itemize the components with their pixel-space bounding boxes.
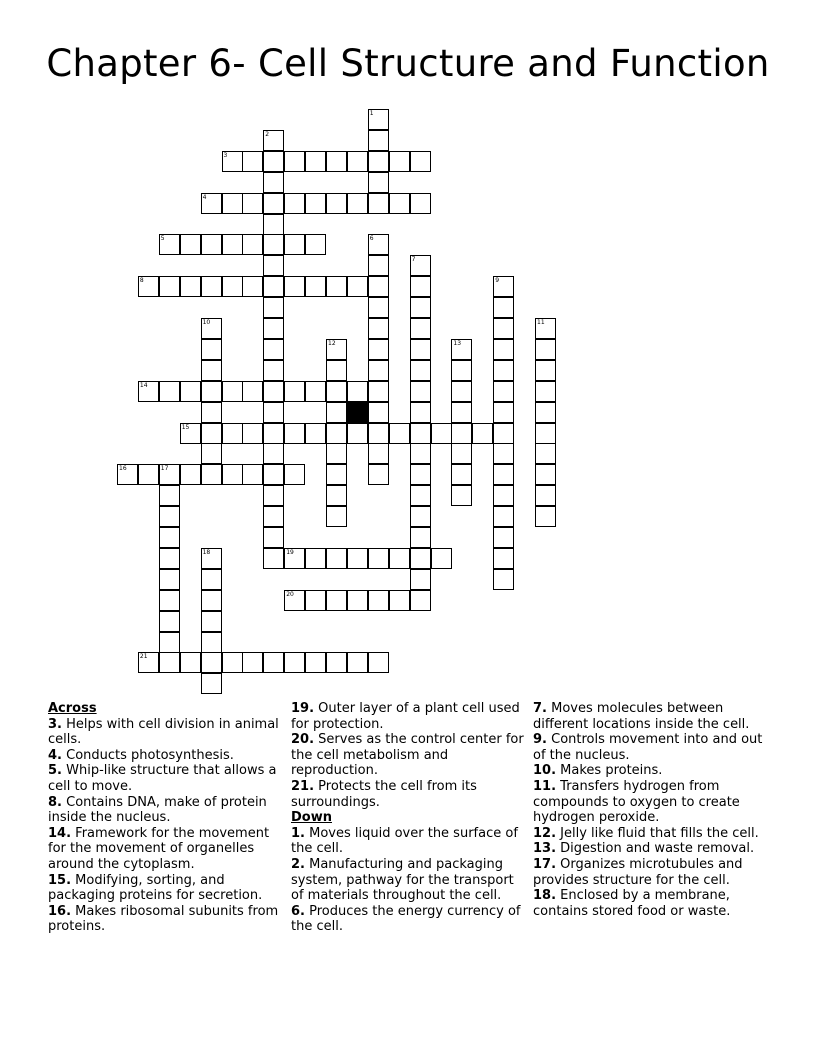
clue-text: Whip-like structure that allows a cell to move. [48,763,277,794]
grid-cell[interactable] [284,548,305,569]
clue-text: Contains DNA, make of protein inside the nucleus. [48,794,267,826]
grid-cell[interactable] [263,652,284,673]
down-clues-part-1 [291,826,527,935]
grid-cell[interactable] [284,234,305,255]
grid-cell[interactable] [535,423,556,444]
grid-cell[interactable] [159,632,180,653]
grid-cell[interactable] [326,464,347,485]
grid-cell[interactable] [284,590,305,611]
cell-number: 13 [453,339,462,347]
cell-number: 9 [495,277,500,285]
down-heading: Down [291,810,332,826]
grid-cell[interactable] [535,381,556,402]
clue-number: 4. [48,747,62,763]
grid-cell[interactable] [263,172,284,193]
grid-cell[interactable] [284,652,305,673]
grid-cell[interactable] [451,485,472,506]
grid-cell[interactable] [305,381,326,402]
grid-cell[interactable] [493,360,514,381]
grid-cell[interactable] [326,590,347,611]
grid-cell[interactable] [410,339,431,360]
cell-number: 14 [139,381,148,389]
cell-number: 4 [202,193,207,201]
across-clue [48,763,280,794]
grid-cell[interactable] [347,151,368,172]
grid-cell[interactable] [159,234,180,255]
grid-cell[interactable] [410,443,431,464]
grid-cell[interactable] [138,464,159,485]
grid-cell[interactable] [201,318,222,339]
grid-cell[interactable] [201,276,222,297]
grid-cell[interactable] [242,423,263,444]
grid-cell[interactable] [222,381,243,402]
grid-cell[interactable] [368,443,389,464]
grid-cell[interactable] [180,276,201,297]
grid-cell[interactable] [222,464,243,485]
across-clue [48,904,280,935]
clue-text: Digestion and waste removal. [556,841,755,857]
grid-cell[interactable] [263,548,284,569]
grid-cell[interactable] [410,151,431,172]
clue-text: Moves liquid over the surface of the cell. [291,825,518,857]
grid-cell[interactable] [410,506,431,527]
grid-cell[interactable] [535,360,556,381]
grid-cell[interactable] [305,548,326,569]
grid-cell[interactable] [368,423,389,444]
clue-number: 17. [533,856,557,872]
across-clues-part-2 [291,701,527,810]
clue-number: 19. [291,701,315,716]
grid-cell[interactable] [263,214,284,235]
clue-text: Outer layer of a plant cell used for protection. [291,701,520,732]
grid-cell[interactable] [263,485,284,506]
across-clue [291,732,527,779]
grid-cell[interactable] [410,318,431,339]
grid-cell[interactable] [180,423,201,444]
clue-number: 16. [48,903,72,919]
grid-cell[interactable] [389,151,410,172]
grid-cell[interactable] [368,318,389,339]
clue-number: 21. [291,778,315,794]
grid-cell[interactable] [201,464,222,485]
grid-cell[interactable] [305,151,326,172]
blocked-cell [347,402,368,423]
grid-cell[interactable] [410,590,431,611]
grid-cell[interactable] [410,485,431,506]
grid-cell[interactable] [493,569,514,590]
cell-number: 18 [202,548,211,556]
grid-cell[interactable] [410,276,431,297]
grid-cell[interactable] [159,485,180,506]
across-heading: Across [48,701,97,716]
down-clue [533,779,773,826]
grid-cell[interactable] [451,381,472,402]
clue-number: 11. [533,778,557,794]
grid-cell[interactable] [410,360,431,381]
grid-cell[interactable] [263,151,284,172]
clue-text: Enclosed by a membrane, contains stored food or waste. [533,888,731,919]
down-clue [533,888,773,919]
grid-cell[interactable] [493,527,514,548]
grid-cell[interactable] [368,590,389,611]
clue-column-2 [291,701,527,935]
grid-cell[interactable] [347,381,368,402]
grid-cell[interactable] [305,276,326,297]
grid-cell[interactable] [305,590,326,611]
across-clue [48,748,280,764]
grid-cell[interactable] [201,339,222,360]
clue-text: Modifying, sorting, and packaging proteins for secretion. [48,872,263,904]
across-clue [48,873,280,904]
grid-cell[interactable] [159,381,180,402]
grid-cell[interactable] [263,423,284,444]
grid-cell[interactable] [368,130,389,151]
grid-cell[interactable] [431,548,452,569]
grid-cell[interactable] [368,151,389,172]
grid-cell[interactable] [368,172,389,193]
grid-cell[interactable] [201,423,222,444]
grid-cell[interactable] [159,652,180,673]
grid-cell[interactable] [347,590,368,611]
down-clue [533,732,773,763]
across-clue [48,717,280,748]
grid-cell[interactable] [326,548,347,569]
grid-cell[interactable] [535,402,556,423]
grid-cell[interactable] [326,360,347,381]
clue-number: 10. [533,763,557,779]
grid-cell[interactable] [242,276,263,297]
grid-cell[interactable] [431,423,452,444]
clue-number: 8. [48,794,62,810]
grid-cell[interactable] [368,652,389,673]
grid-cell[interactable] [410,297,431,318]
grid-cell[interactable] [138,652,159,673]
clue-number: 15. [48,872,72,888]
puzzle-title: Chapter 6- Cell Structure and Function [46,42,770,85]
grid-cell[interactable] [263,130,284,151]
grid-cell[interactable] [242,193,263,214]
down-clue [291,826,527,857]
across-clue [48,795,280,826]
grid-cell[interactable] [159,548,180,569]
grid-cell[interactable] [159,506,180,527]
grid-cell[interactable] [263,360,284,381]
grid-cell[interactable] [368,402,389,423]
clue-text: Helps with cell division in animal cells. [48,716,279,748]
grid-cell[interactable] [222,652,243,673]
grid-cell[interactable] [347,276,368,297]
grid-cell[interactable] [410,402,431,423]
grid-cell[interactable] [263,464,284,485]
clue-number: 9. [533,732,547,748]
clue-number: 7. [533,701,547,716]
clue-text: Protects the cell from its surroundings. [291,778,477,810]
grid-cell[interactable] [347,652,368,673]
grid-cell[interactable] [180,381,201,402]
grid-cell[interactable] [201,569,222,590]
grid-cell[interactable] [326,402,347,423]
grid-cell[interactable] [284,193,305,214]
grid-cell[interactable] [410,527,431,548]
cell-number: 2 [265,130,270,138]
grid-cell[interactable] [326,193,347,214]
grid-cell[interactable] [263,381,284,402]
grid-cell[interactable] [493,381,514,402]
grid-cell[interactable] [263,276,284,297]
clue-column-1 [48,701,280,935]
grid-cell[interactable] [201,234,222,255]
grid-cell[interactable] [159,611,180,632]
grid-cell[interactable] [493,339,514,360]
clue-number: 5. [48,763,62,779]
grid-cell[interactable] [326,652,347,673]
grid-cell[interactable] [138,276,159,297]
grid-cell[interactable] [180,652,201,673]
grid-cell[interactable] [368,360,389,381]
grid-cell[interactable] [242,464,263,485]
grid-cell[interactable] [222,276,243,297]
grid-cell[interactable] [159,276,180,297]
cell-number: 8 [139,277,144,285]
grid-cell[interactable] [535,318,556,339]
down-clue [533,826,773,842]
grid-cell[interactable] [368,464,389,485]
grid-cell[interactable] [305,193,326,214]
grid-cell[interactable] [410,381,431,402]
clue-text: Manufacturing and packaging system, pathway for the transport of materials throughout the cell. [291,856,514,904]
grid-cell[interactable] [242,234,263,255]
across-clue [291,779,527,810]
grid-cell[interactable] [326,443,347,464]
grid-cell[interactable] [326,151,347,172]
grid-cell[interactable] [201,360,222,381]
grid-cell[interactable] [201,590,222,611]
grid-cell[interactable] [451,339,472,360]
clue-number: 1. [291,825,305,841]
grid-cell[interactable] [201,193,222,214]
down-clue [291,857,527,904]
grid-cell[interactable] [201,443,222,464]
grid-cell[interactable] [472,423,493,444]
grid-cell[interactable] [451,360,472,381]
grid-cell[interactable] [493,548,514,569]
grid-cell[interactable] [493,297,514,318]
clue-text: Framework for the movement for the movement of organelles around the cytoplasm. [48,825,270,872]
cell-number: 17 [160,465,169,473]
grid-cell[interactable] [138,381,159,402]
clue-text: Makes proteins. [556,763,663,779]
grid-cell[interactable] [368,234,389,255]
grid-cell[interactable] [284,151,305,172]
grid-cell[interactable] [368,255,389,276]
grid-cell[interactable] [326,381,347,402]
grid-cell[interactable] [159,464,180,485]
cell-number: 7 [411,256,416,264]
grid-cell[interactable] [410,193,431,214]
grid-cell[interactable] [535,506,556,527]
grid-cell[interactable] [222,151,243,172]
grid-cell[interactable] [451,402,472,423]
cell-number: 19 [286,548,294,556]
grid-cell[interactable] [284,276,305,297]
grid-cell[interactable] [347,548,368,569]
grid-cell[interactable] [284,423,305,444]
grid-cell[interactable] [326,423,347,444]
grid-cell[interactable] [493,318,514,339]
grid-cell[interactable] [326,339,347,360]
grid-cell[interactable] [493,276,514,297]
grid-cell[interactable] [263,506,284,527]
grid-cell[interactable] [535,464,556,485]
grid-cell[interactable] [410,569,431,590]
cell-number: 5 [160,235,165,243]
grid-cell[interactable] [180,234,201,255]
grid-cell[interactable] [263,255,284,276]
grid-cell[interactable] [389,193,410,214]
clue-column-3 [533,701,773,919]
grid-cell[interactable] [389,590,410,611]
grid-cell[interactable] [263,297,284,318]
grid-cell[interactable] [305,423,326,444]
grid-cell[interactable] [284,381,305,402]
grid-cell[interactable] [535,339,556,360]
clue-text: Conducts photosynthesis. [61,747,234,763]
clue-number: 2. [291,856,305,872]
across-clues-part-1 [48,717,280,935]
grid-cell[interactable] [535,443,556,464]
grid-cell[interactable] [159,527,180,548]
grid-cell[interactable] [263,339,284,360]
grid-cell[interactable] [368,193,389,214]
grid-cell[interactable] [410,423,431,444]
grid-cell[interactable] [201,611,222,632]
grid-cell[interactable] [222,423,243,444]
down-clues-part-2 [533,701,773,919]
grid-cell[interactable] [493,423,514,444]
grid-cell[interactable] [410,464,431,485]
down-clue [533,841,773,857]
down-clue [291,904,527,935]
grid-cell[interactable] [368,297,389,318]
grid-cell[interactable] [389,548,410,569]
grid-cell[interactable] [389,423,410,444]
cell-number: 6 [369,235,374,243]
grid-cell[interactable] [326,485,347,506]
grid-cell[interactable] [180,464,201,485]
grid-cell[interactable] [263,318,284,339]
clue-text: Serves as the control center for the cell metabolism and reproduction. [291,732,524,779]
clue-text: Makes ribosomal subunits from proteins. [48,903,279,935]
clue-number: 3. [48,716,62,732]
down-clue [533,701,773,732]
clue-number: 14. [48,825,72,841]
cell-number: 10 [202,319,211,326]
grid-cell[interactable] [201,548,222,569]
grid-cell[interactable] [451,443,472,464]
grid-cell[interactable] [535,485,556,506]
grid-cell[interactable] [201,652,222,673]
grid-cell[interactable] [368,381,389,402]
clue-number: 12. [533,825,557,841]
grid-cell[interactable] [201,673,222,694]
clue-text: Transfers hydrogen from compounds to oxygen to create hydrogen peroxide. [533,778,740,826]
down-clue [533,763,773,779]
grid-cell[interactable] [493,443,514,464]
grid-cell[interactable] [263,527,284,548]
grid-cell[interactable] [159,569,180,590]
grid-cell[interactable] [284,464,305,485]
grid-cell[interactable] [263,402,284,423]
clue-text: Produces the energy currency of the cell. [291,903,521,935]
grid-cell[interactable] [451,464,472,485]
cell-number: 1 [369,110,374,117]
grid-cell[interactable] [410,255,431,276]
grid-cell[interactable] [326,276,347,297]
grid-cell[interactable] [201,381,222,402]
cell-number: 21 [139,653,148,661]
grid-cell[interactable] [493,485,514,506]
grid-cell[interactable] [493,506,514,527]
grid-cell[interactable] [368,276,389,297]
cell-number: 12 [328,339,336,347]
grid-cell[interactable] [263,193,284,214]
grid-cell[interactable] [117,464,138,485]
grid-cell[interactable] [159,590,180,611]
across-clue [48,826,280,873]
clue-number: 18. [533,888,557,904]
cell-number: 3 [223,151,228,159]
clue-number: 6. [291,903,305,919]
cell-number: 15 [181,423,190,431]
clue-text: Jelly like fluid that fills the cell. [556,825,759,841]
grid-cell[interactable] [368,548,389,569]
grid-cell[interactable] [242,652,263,673]
grid-cell[interactable] [201,632,222,653]
grid-cell[interactable] [222,234,243,255]
grid-cell[interactable] [263,443,284,464]
cell-number: 11 [537,319,545,326]
grid-cell[interactable] [368,339,389,360]
across-clue [291,701,527,732]
grid-cell[interactable] [347,423,368,444]
down-clue [533,857,773,888]
grid-cell[interactable] [201,402,222,423]
clue-number: 13. [533,841,557,857]
grid-cell[interactable] [242,381,263,402]
grid-cell[interactable] [305,234,326,255]
grid-cell[interactable] [242,151,263,172]
grid-cell[interactable] [410,548,431,569]
grid-cell[interactable] [305,652,326,673]
cell-number: 20 [286,590,294,598]
clue-text: Moves molecules between different locations inside the cell. [533,701,750,732]
grid-cell[interactable] [493,464,514,485]
grid-cell[interactable] [368,109,389,130]
grid-cell[interactable] [326,506,347,527]
grid-cell[interactable] [263,234,284,255]
clue-text: Organizes microtubules and provides structure for the cell. [533,856,743,888]
grid-cell[interactable] [347,193,368,214]
cell-number: 16 [119,465,127,473]
grid-cell[interactable] [222,193,243,214]
clue-text: Controls movement into and out of the nucleus. [533,732,763,763]
clue-number: 20. [291,732,315,748]
grid-cell[interactable] [493,402,514,423]
grid-cell[interactable] [451,423,472,444]
